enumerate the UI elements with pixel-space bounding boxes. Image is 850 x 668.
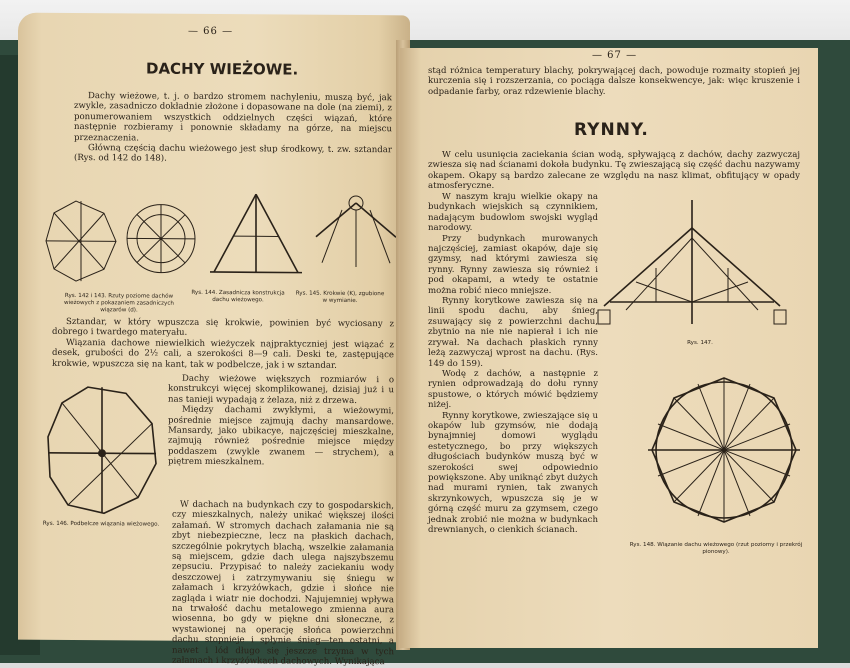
right-page (400, 48, 818, 648)
paragraph: Główną częścią dachu wieżowego jest słup środkowy, t. zw. sztandar (Rys. od 142 do 148). (74, 143, 392, 166)
text-block (52, 317, 394, 371)
figure-caption: Rys. 147. (670, 340, 730, 347)
page-title: DACHY WIEŻOWE. (146, 60, 298, 79)
figure-147 (596, 198, 806, 338)
paragraph: W celu usunięcia zaciekania ścian wodą, spływającą z dachów, dachy zazwyczaj zwiesza się nad ścianami dokoła budynku. Tę zwieszającą się część dachu nazywamy okapem. Okapy są bardzo zalecane ze względu na nasz klimat, obfitujący w opady atmosferyczne. (428, 150, 800, 192)
figure-caption: Rys. 145. Krokwie (K), zgubione w wymianie. (294, 291, 386, 305)
figure-caption: Rys. 142 i 143. Rzuty poziome dachów wieżowych z pokazaniem zasadniczych wiązarów (d). (54, 293, 184, 314)
figure-148 (638, 368, 818, 538)
text-block (168, 374, 394, 469)
paragraph: W naszym kraju wielkie okapy na budynkach wiejskich są czynnikiem, nadającym budowlom swojski wygląd narodowy. (428, 192, 598, 234)
text-block (428, 150, 800, 192)
figure-caption: Rys. 148. Wiązanie dachu wieżowego (rzut poziomy i przekrój pionowy). (616, 542, 816, 556)
paragraph: Dachy wieżowe większych rozmiarów i o konstrukcyi więcej skomplikowanej, dzisiaj już i u nas tanieji wypadają z żelaza, niż z drzewa. (168, 374, 394, 407)
left-page (18, 13, 410, 643)
paragraph: Dachy wieżowe, t. j. o bardzo stromem nachyleniu, muszą być, jak zwykle, zasadniczo dokładnie złożone i dopasowane na dole (na ziemi), z ponumerowaniem wszystkich oddzielnych części wiązań, które następnie rozbieramy i ponownie składamy na górze, na miejscu przeznaczenia. (74, 91, 392, 145)
figure-caption: Rys. 146. Podbelcze wiązania wieżowego. (36, 521, 166, 529)
figure-143 (127, 204, 195, 272)
figure-145 (316, 196, 396, 268)
paragraph: Sztandar, w który wpuszcza się krokwie, powinien być wyciosany z dobrego i twardego materyału. (52, 317, 394, 340)
page-number: — 67 — (592, 50, 637, 61)
figure-caption: Rys. 144. Zasadnicza konstrukcja dachu wieżowego. (190, 290, 286, 304)
text-block (52, 499, 394, 668)
paragraph: stąd różnica temperatury blachy, pokrywającej dach, powoduje rozmaity stopień jej kurczenia się i rozszerzania, co pociąga dalsze konsekwencye, jak: więc kruszenie i odpadanie farby, oraz rdzewienie blachy. (428, 66, 800, 97)
figure-142 (46, 201, 116, 281)
text-block (74, 91, 392, 166)
figure-roof-plans (46, 183, 406, 296)
paragraph: W dachach na budynkach czy to gospodarskich, czy mieszkalnych, należy unikać większej ilości załamań. W stromych dachach załamania nie są zbyt niebezpieczne, lecz na płaskich dachach, szczególnie pokrytych blachą, wszelkie załamania są miejscem, gdzie dach ulega najszybszemu zepsuciu. Przypisać to należy zaciekaniu wody deszczowej i zatrzymywaniu się śniegu w załamach i krzyżówkach, gdzie i słońce nie zagląda i wiatr nie dochodzi. Najujemniej wpływa na trwałość dachu metalowego zmienna aura wiosenna, bo gdy w piękne dni słoneczne, z wystawionej na operację słońca powierzchni dachu stopnieje i spłynie śnieg—ten ostatni, a nawet i lód długo się jeszcze trzyma w tych załamach i krzyżówkach dachowych. Wynikająca (172, 500, 394, 668)
paragraph: Między dachami zwykłymi, a wieżowymi, pośrednie miejsce zajmują dachy mansardowe. Mansardy, jako ubikacye, najczęściej mieszkalne, zajmują również pośrednie miejsce między poddaszem (zwykle zwanem — strychem), a piętrem mieszkalnem. (168, 405, 394, 469)
figure-146 (48, 385, 158, 516)
text-block (428, 192, 598, 535)
paragraph: Rynny korytkowe zawiesza się na linii spodu dachu, aby śnieg, zsuwający się z powierzchni dachu, zbytnio na nie nie napierał i ich nie zrywał. Na dachach płaskich rynny leżą zazwyczaj wprost na dachu. (Rys. 149 do 159). (428, 296, 598, 369)
paragraph: Wiązania dachowe niewielkich wieżyczek najpraktyczniej jest wiązać z desek, grubości do 2½ cali, a szerokości 8—9 cali. Deski te, zastępujące krokwie, wpuszcza się na kant, tak w podbelcze, jak i w sztandar. (52, 338, 394, 372)
paragraph: Wodę z dachów, a następnie z rynien odprowadzają do dołu rynny spustowe, o których mówić będziemy niżej. (428, 369, 598, 411)
text-block (428, 66, 800, 97)
figure-144 (210, 194, 302, 273)
section-title: RYNNY. (574, 120, 649, 140)
paragraph: Przy budynkach murowanych najczęściej, zamiast okapów, daje się gzymsy, nad którymi zawiesza się rynny. Rynny zawiesza się również i pod okapami, a wtedy te ostatnie można robić nieco mniejsze. (428, 234, 598, 296)
page-number: — 66 — (188, 26, 233, 37)
paragraph: Rynny korytkowe, zwieszające się u okapów lub gzymsów, nie dodają bynajmniej domowi wyglądu estetycznego, bo przy większych długościach budynków muszą być w szerokości swej odpowiednio powiększone. Aby uniknąć zbyt dużych nad murami rynien, tak zwanych skrzynkowych, wpuszcza się je w górną część muru za gzymsem, czego jednak zrobić nie można w budynkach drewnianych, o cienkich ścianach. (428, 411, 598, 536)
